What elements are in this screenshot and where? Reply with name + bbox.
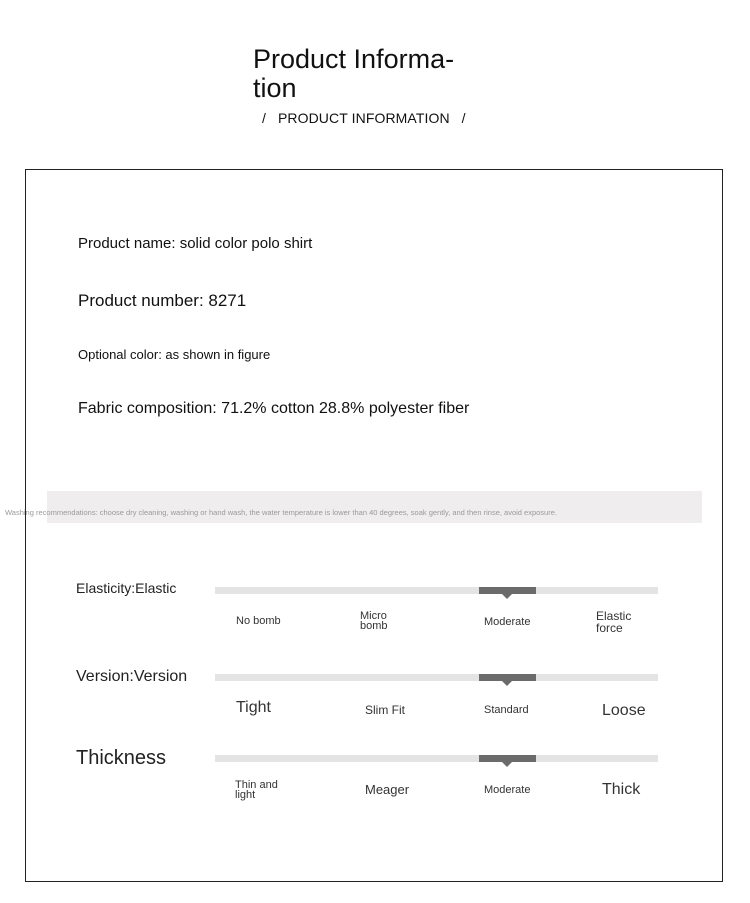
page-title: Product Informa- tion [253,44,455,103]
elasticity-marker [479,587,536,594]
version-option: Tight [236,699,271,716]
elasticity-option: No bomb [236,615,281,627]
thickness-marker [479,755,536,762]
page-subtitle: / PRODUCT INFORMATION / [262,110,466,126]
elasticity-option: Elastic force [596,609,632,635]
product-name: Product name: solid color polo shirt [78,235,313,252]
elasticity-scale [215,587,658,594]
thickness-option: Meager [365,782,410,797]
washing-recommendations: Washing recommendations: choose dry cleaning, washing or hand wash, the water temperature is lower than 40 degrees, soak gently, and then rinse, avoid exposure. [5,508,557,517]
optional-color: Optional color: as shown in figure [78,347,271,362]
info-frame [25,169,723,882]
thickness-option: Thick [602,781,641,798]
version-label: Version:Version [76,668,188,685]
thickness-scale [215,755,658,762]
version-option: Loose [602,702,646,719]
version-scale [215,674,658,681]
elasticity-option: Micro bomb [360,610,388,632]
fabric-composition: Fabric composition: 71.2% cotton 28.8% polyester fiber [78,400,470,417]
product-number: Product number: 8271 [78,291,247,310]
thickness-option: Thin and light [235,779,278,801]
version-marker [479,674,536,681]
washing-band [47,491,702,523]
version-option-selected: Standard [484,704,529,716]
thickness-option-selected: Moderate [484,784,531,796]
version-option: Slim Fit [365,703,405,717]
elasticity-option-selected: Moderate [484,616,531,628]
elasticity-label: Elasticity:Elastic [76,580,177,596]
thickness-label: Thickness [76,747,167,769]
